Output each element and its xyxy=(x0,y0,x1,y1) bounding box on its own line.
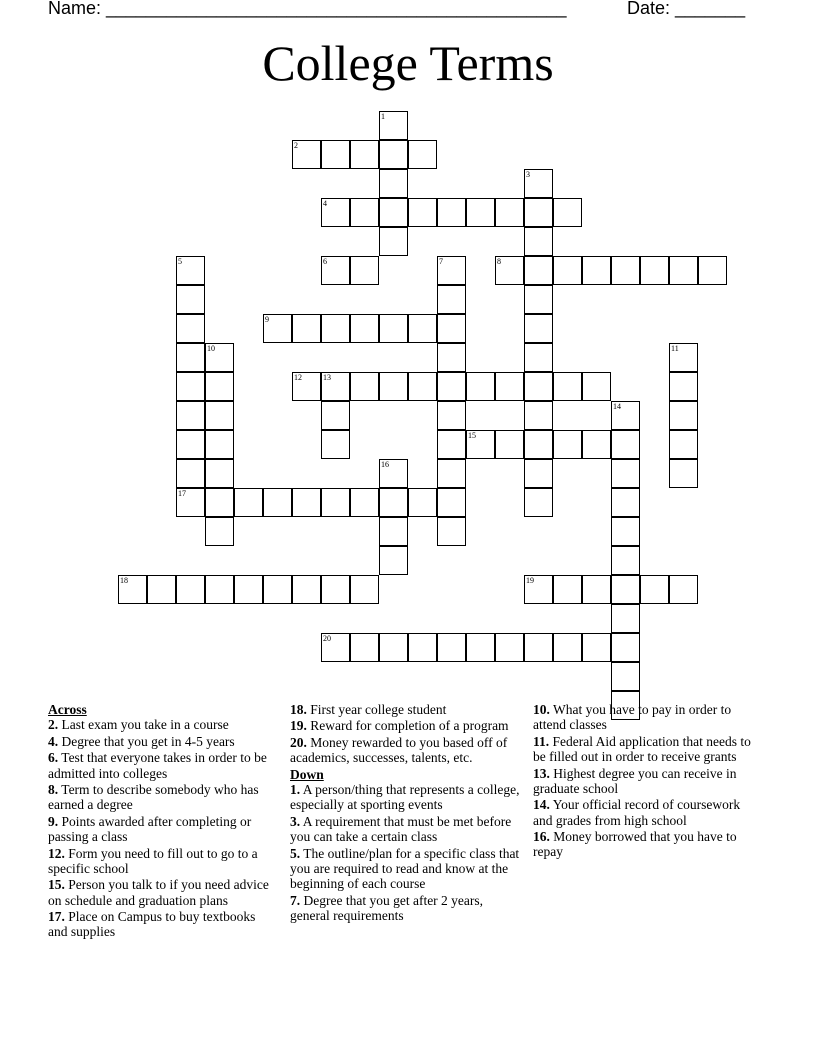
crossword-cell[interactable] xyxy=(350,372,379,401)
crossword-cell[interactable] xyxy=(669,372,698,401)
clue-down-14: 14. Your official record of coursework and grades from high school xyxy=(533,797,741,828)
crossword-cell[interactable] xyxy=(234,488,263,517)
crossword-cell[interactable] xyxy=(321,633,350,662)
crossword-cell[interactable] xyxy=(553,430,582,459)
crossword-cell[interactable] xyxy=(611,546,640,575)
crossword-cell[interactable] xyxy=(640,575,669,604)
clue-column-2 xyxy=(290,702,522,924)
crossword-cell[interactable] xyxy=(379,488,408,517)
crossword-cell[interactable] xyxy=(524,314,553,343)
crossword-cell[interactable] xyxy=(698,256,727,285)
crossword-cell[interactable] xyxy=(350,198,379,227)
crossword-cell[interactable] xyxy=(669,430,698,459)
crossword-cell[interactable] xyxy=(495,633,524,662)
crossword-cell[interactable] xyxy=(611,256,640,285)
crossword-cell[interactable] xyxy=(176,285,205,314)
crossword-cell[interactable] xyxy=(379,169,408,198)
clue-number: 2 xyxy=(294,141,298,150)
crossword-cell[interactable] xyxy=(321,314,350,343)
crossword-cell[interactable] xyxy=(205,575,234,604)
crossword-cell[interactable] xyxy=(524,488,553,517)
clue-number: 1 xyxy=(381,112,385,121)
crossword-cell[interactable] xyxy=(437,372,466,401)
crossword-cell[interactable] xyxy=(437,198,466,227)
clue-number: 17 xyxy=(178,489,186,498)
crossword-cell[interactable] xyxy=(495,198,524,227)
crossword-cell[interactable] xyxy=(205,459,234,488)
crossword-cell[interactable] xyxy=(292,575,321,604)
crossword-cell[interactable] xyxy=(524,372,553,401)
crossword-cell[interactable] xyxy=(176,343,205,372)
across-heading: Across xyxy=(48,702,87,717)
crossword-cell[interactable] xyxy=(205,343,234,372)
crossword-cell[interactable] xyxy=(524,343,553,372)
crossword-cell[interactable] xyxy=(321,372,350,401)
crossword-cell[interactable] xyxy=(176,401,205,430)
crossword-cell[interactable] xyxy=(408,314,437,343)
crossword-cell[interactable] xyxy=(176,430,205,459)
clue-number: 13 xyxy=(323,373,331,382)
clue-across-2: 2. Last exam you take in a course xyxy=(48,717,229,733)
clue-number: 18 xyxy=(120,576,128,585)
crossword-cell[interactable] xyxy=(292,140,321,169)
crossword-cell[interactable] xyxy=(176,372,205,401)
crossword-cell[interactable] xyxy=(292,314,321,343)
crossword-cell[interactable] xyxy=(524,459,553,488)
crossword-cell[interactable] xyxy=(176,256,205,285)
crossword-cell[interactable] xyxy=(408,372,437,401)
crossword-cell[interactable] xyxy=(379,111,408,140)
crossword-cell[interactable] xyxy=(263,575,292,604)
clue-across-17: 17. Place on Campus to buy textbooks and supplies xyxy=(48,909,256,940)
crossword-cell[interactable] xyxy=(176,314,205,343)
crossword-cell[interactable] xyxy=(408,198,437,227)
crossword-cell[interactable] xyxy=(524,227,553,256)
crossword-cell[interactable] xyxy=(321,488,350,517)
crossword-cell[interactable] xyxy=(379,517,408,546)
clue-number: 10 xyxy=(207,344,215,353)
crossword-cell[interactable] xyxy=(611,662,640,691)
crossword-cell[interactable] xyxy=(437,314,466,343)
crossword-cell[interactable] xyxy=(553,372,582,401)
crossword-cell[interactable] xyxy=(582,256,611,285)
clue-down-3: 3. A requirement that must be met before you can take a certain class xyxy=(290,813,512,845)
crossword-cell[interactable] xyxy=(350,256,379,285)
clue-down-7: 7. Degree that you get after 2 years, general requirements xyxy=(290,892,484,923)
crossword-cell[interactable] xyxy=(524,430,553,459)
crossword-cell[interactable] xyxy=(582,575,611,604)
crossword-cell[interactable] xyxy=(321,575,350,604)
clue-column-1 xyxy=(48,702,270,941)
crossword-cell[interactable] xyxy=(408,140,437,169)
crossword-cell[interactable] xyxy=(524,401,553,430)
clue-number: 7 xyxy=(439,257,443,266)
crossword-cell[interactable] xyxy=(379,546,408,575)
crossword-cell[interactable] xyxy=(379,314,408,343)
crossword-cell[interactable] xyxy=(350,314,379,343)
crossword-cell[interactable] xyxy=(524,285,553,314)
clue-number: 19 xyxy=(526,576,534,585)
clue-across-12: 12. Form you need to fill out to go to a specific school xyxy=(48,845,258,876)
crossword-cell[interactable] xyxy=(176,575,205,604)
crossword-cell[interactable] xyxy=(669,459,698,488)
crossword-cell[interactable] xyxy=(611,517,640,546)
crossword-cell[interactable] xyxy=(379,459,408,488)
crossword-cell[interactable] xyxy=(611,575,640,604)
clue-number: 5 xyxy=(178,257,182,266)
crossword-cell[interactable] xyxy=(437,488,466,517)
crossword-cell[interactable] xyxy=(640,256,669,285)
clue-down-13: 13. Highest degree you can receive in graduate school xyxy=(533,765,737,796)
crossword-cell[interactable] xyxy=(611,604,640,633)
crossword-cell[interactable] xyxy=(292,488,321,517)
crossword-cell[interactable] xyxy=(437,285,466,314)
clue-number: 6 xyxy=(323,257,327,266)
crossword-cell[interactable] xyxy=(611,401,640,430)
down-heading: Down xyxy=(290,766,324,782)
crossword-cell[interactable] xyxy=(379,633,408,662)
clue-down-10: 10. What you have to pay in order to attend classes xyxy=(533,702,732,733)
clue-number: 3 xyxy=(526,170,530,179)
crossword-cell[interactable] xyxy=(379,372,408,401)
clue-number: 9 xyxy=(265,315,269,324)
crossword-cell[interactable] xyxy=(379,140,408,169)
crossword-cell[interactable] xyxy=(176,459,205,488)
crossword-cell[interactable] xyxy=(466,372,495,401)
crossword-cell[interactable] xyxy=(524,256,553,285)
crossword-cell[interactable] xyxy=(321,430,350,459)
crossword-cell[interactable] xyxy=(437,633,466,662)
crossword-cell[interactable] xyxy=(611,459,640,488)
crossword-cell[interactable] xyxy=(437,401,466,430)
crossword-cell[interactable] xyxy=(524,198,553,227)
crossword-cell[interactable] xyxy=(118,575,147,604)
crossword-cell[interactable] xyxy=(553,198,582,227)
crossword-cell[interactable] xyxy=(321,198,350,227)
crossword-cell[interactable] xyxy=(379,227,408,256)
crossword-cell[interactable] xyxy=(611,430,640,459)
crossword-cell[interactable] xyxy=(524,633,553,662)
crossword-cell[interactable] xyxy=(350,488,379,517)
clue-number: 4 xyxy=(323,199,327,208)
clue-across-8: 8. Term to describe somebody who has earned a degree xyxy=(48,782,259,813)
crossword-cell[interactable] xyxy=(466,198,495,227)
clue-down-11: 11. Federal Aid application that needs to be filled out in order to receive grants xyxy=(533,733,751,765)
crossword-cell[interactable] xyxy=(321,256,350,285)
crossword-cell[interactable] xyxy=(582,372,611,401)
crossword-cell[interactable] xyxy=(437,343,466,372)
crossword-cell[interactable] xyxy=(495,372,524,401)
clue-down-16: 16. Money borrowed that you have to repay xyxy=(533,829,737,860)
clue-across-15: 15. Person you talk to if you need advice on schedule and graduation plans xyxy=(48,877,269,908)
clue-column-3 xyxy=(533,702,761,861)
crossword-cell[interactable] xyxy=(437,256,466,285)
crossword-cell[interactable] xyxy=(408,488,437,517)
clue-across-18: 18. First year college student xyxy=(290,702,447,717)
crossword-cell[interactable] xyxy=(205,372,234,401)
crossword-cell[interactable] xyxy=(205,488,234,517)
crossword-cell[interactable] xyxy=(437,430,466,459)
crossword-cell[interactable] xyxy=(553,633,582,662)
crossword-cell[interactable] xyxy=(205,401,234,430)
page-title: College Terms xyxy=(262,35,554,91)
clue-number: 8 xyxy=(497,257,501,266)
date-line: Date: _______ xyxy=(627,0,746,18)
clue-number: 12 xyxy=(294,373,302,382)
clue-across-4: 4. Degree that you get in 4-5 years xyxy=(48,733,235,749)
crossword-cell[interactable] xyxy=(582,633,611,662)
crossword-cell[interactable] xyxy=(350,633,379,662)
crossword-cell[interactable] xyxy=(437,459,466,488)
clue-across-6: 6. Test that everyone takes in order to be admitted into colleges xyxy=(48,750,267,781)
crossword-cell[interactable] xyxy=(263,488,292,517)
clue-number: 20 xyxy=(323,634,331,643)
crossword-cell[interactable] xyxy=(524,169,553,198)
crossword-cell[interactable] xyxy=(234,575,263,604)
crossword-cell[interactable] xyxy=(553,256,582,285)
crossword-cell[interactable] xyxy=(611,633,640,662)
crossword-cell[interactable] xyxy=(582,430,611,459)
crossword-cell[interactable] xyxy=(408,633,437,662)
clue-across-9: 9. Points awarded after completing or passing a class xyxy=(48,813,252,845)
crossword-cell[interactable] xyxy=(611,488,640,517)
crossword-cell[interactable] xyxy=(205,517,234,546)
crossword-cell[interactable] xyxy=(350,140,379,169)
name-line: Name: ______________________________________________ xyxy=(48,0,567,18)
crossword-cell[interactable] xyxy=(379,198,408,227)
crossword-cell[interactable] xyxy=(147,575,176,604)
crossword-cell[interactable] xyxy=(669,256,698,285)
crossword-cell[interactable] xyxy=(350,575,379,604)
crossword-cell[interactable] xyxy=(263,314,292,343)
crossword-cell[interactable] xyxy=(524,575,553,604)
crossword-cell[interactable] xyxy=(553,575,582,604)
crossword-cell[interactable] xyxy=(321,401,350,430)
clue-across-20: 20. Money rewarded to you based off of academics, successes, talents, etc. xyxy=(290,734,508,766)
clue-number: 16 xyxy=(381,460,389,469)
crossword-cell[interactable] xyxy=(466,430,495,459)
clue-number: 14 xyxy=(613,402,621,411)
crossword-cell[interactable] xyxy=(437,517,466,546)
clue-across-19: 19. Reward for completion of a program xyxy=(290,718,509,734)
crossword-cell[interactable] xyxy=(669,401,698,430)
crossword-cell[interactable] xyxy=(205,430,234,459)
clue-down-1: 1. A person/thing that represents a college, especially at sporting events xyxy=(290,782,520,813)
clue-number: 15 xyxy=(468,431,476,440)
crossword-cell[interactable] xyxy=(669,575,698,604)
crossword-cell[interactable] xyxy=(292,372,321,401)
crossword-cell[interactable] xyxy=(669,343,698,372)
crossword-cell[interactable] xyxy=(466,633,495,662)
crossword-cell[interactable] xyxy=(321,140,350,169)
crossword-cell[interactable] xyxy=(495,430,524,459)
crossword-cell[interactable] xyxy=(495,256,524,285)
crossword-cell[interactable] xyxy=(176,488,205,517)
clue-number: 11 xyxy=(671,344,679,353)
clue-down-5: 5. The outline/plan for a specific class that you are required to read and know at the beginning of each course xyxy=(290,845,520,892)
